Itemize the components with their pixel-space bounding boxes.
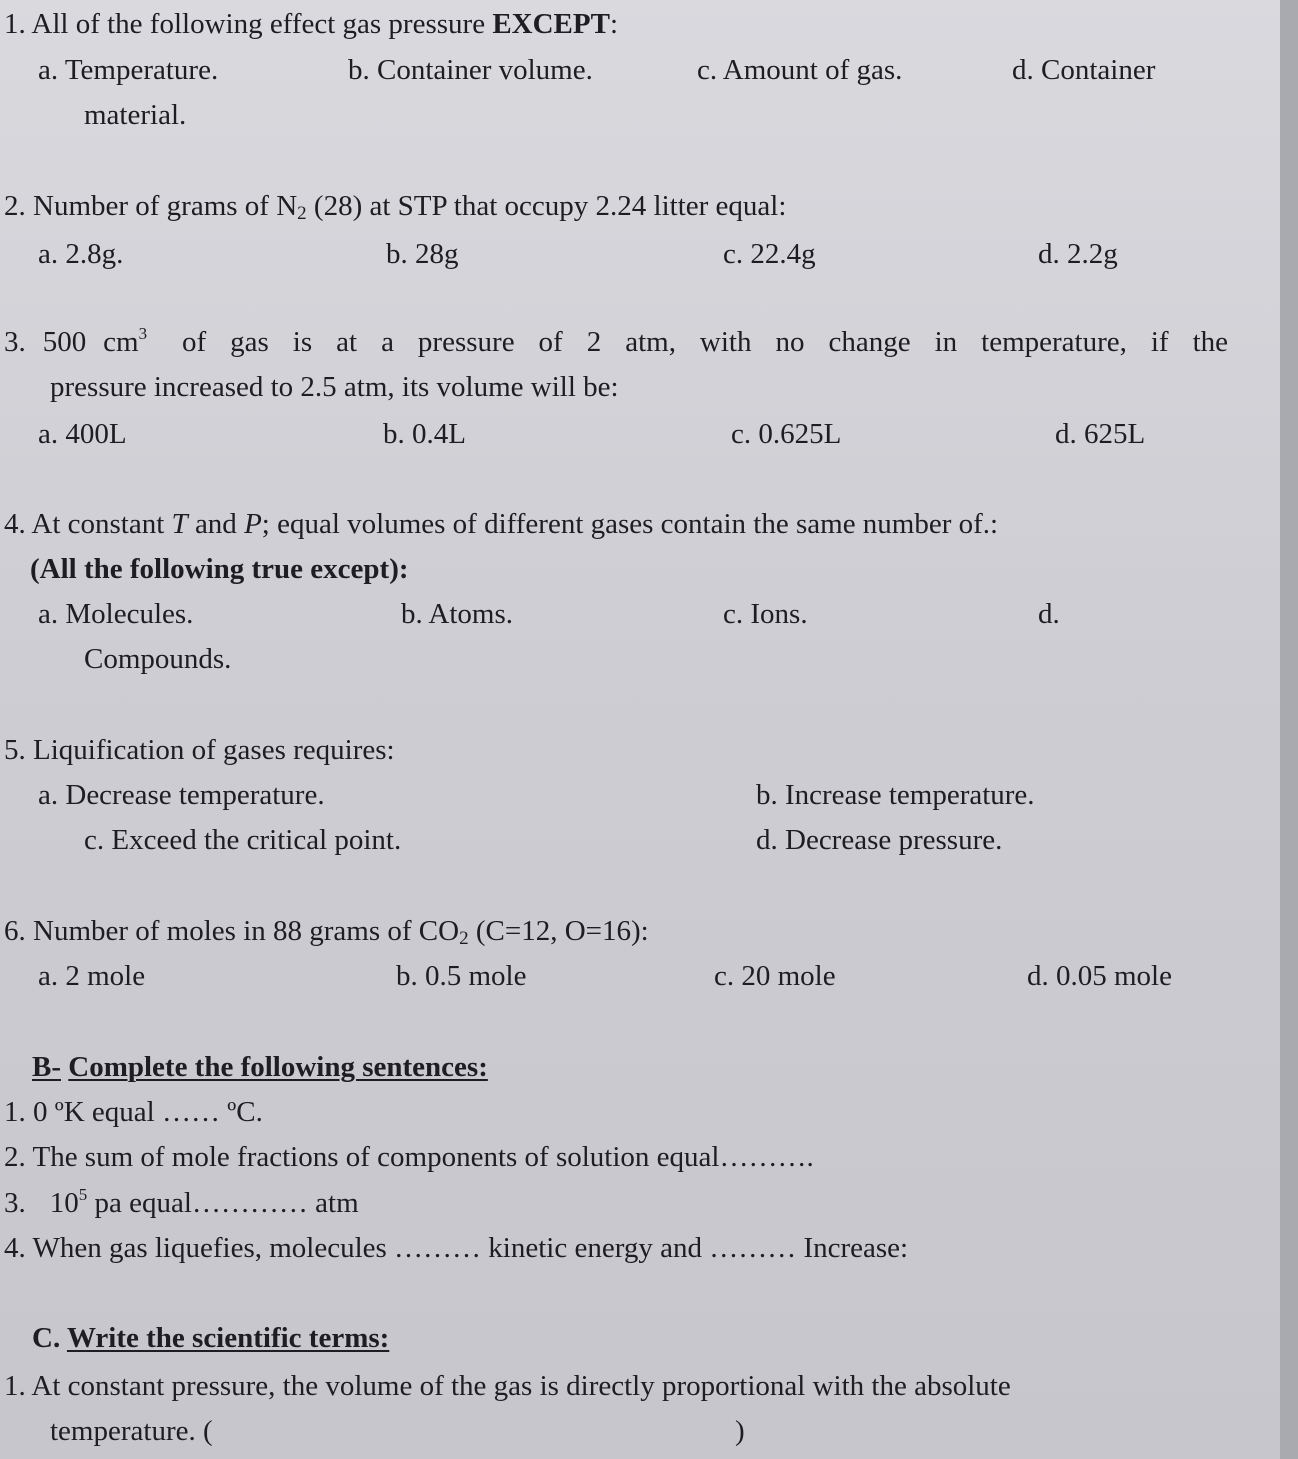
q3-option-a[interactable]: a. 400L [38,418,127,450]
q4-option-c[interactable]: c. Ions. [723,598,808,630]
q2-option-d[interactable]: d. 2.2g [1038,238,1118,270]
q3-stem-line1: 3. 500 $cm^3$ of gas is at a pressure of 2 atm, with no change in temperature, if the [4,324,1228,358]
q6-stem: 6. Number of moles in 88 grams of $CO_2$ (C=12, O=16): [4,915,649,949]
q4-stem: 4. At constant T and P; equal volumes of different gases contain the same number of.: [4,508,999,540]
q5-option-c[interactable]: c. Exceed the critical point. [84,824,402,856]
b-sentence-4: 4. When gas liquefies, molecules ……… kinetic energy and ……… Increase: [4,1232,909,1264]
q1-option-d[interactable]: d. Container [1012,54,1156,86]
q3-stem-line2: pressure increased to 2.5 atm, its volume will be: [50,371,619,403]
c-term-1-line1: 1. At constant pressure, the volume of the gas is directly proportional with the absolute [4,1370,1011,1402]
q1-option-b[interactable]: b. Container volume. [348,54,593,86]
q2-option-b[interactable]: b. 28g [386,238,459,270]
q6-option-c[interactable]: c. 20 mole [714,960,836,992]
q5-stem: 5. Liquification of gases requires: [4,734,395,766]
q6-option-b[interactable]: b. 0.5 mole [396,960,527,992]
q4-option-d[interactable]: d. [1038,598,1060,630]
c-term-1-line2: temperature. ( [50,1415,213,1447]
q3-option-c[interactable]: c. 0.625L [731,418,842,450]
section-c-heading: C. Write the scientific terms: [32,1322,390,1354]
q5-option-b[interactable]: b. Increase temperature. [756,779,1035,811]
q1-option-d-continued: material. [84,99,187,131]
q2-stem: 2. Number of grams of $N_2$ (28) at STP that occupy 2.24 litter equal: [4,190,787,224]
q4-option-d-continued: Compounds. [84,643,232,675]
q5-option-d[interactable]: d. Decrease pressure. [756,824,1003,856]
q4-option-b[interactable]: b. Atoms. [401,598,513,630]
q4-option-a[interactable]: a. Molecules. [38,598,194,630]
q2-option-c[interactable]: c. 22.4g [723,238,816,270]
q1-stem: 1. All of the following effect gas pressure EXCEPT: [4,8,619,40]
q1-option-c[interactable]: c. Amount of gas. [697,54,903,86]
q1-option-a[interactable]: a. Temperature. [38,54,219,86]
b-sentence-1: 1. 0 ºK equal …… ºC. [4,1096,263,1128]
page-edge [1280,0,1298,1459]
q3-option-b[interactable]: b. 0.4L [383,418,466,450]
q6-option-a[interactable]: a. 2 mole [38,960,146,992]
q4-instruction: (All the following true except): [30,553,409,585]
q2-option-a[interactable]: a. 2.8g. [38,238,124,270]
q6-option-d[interactable]: d. 0.05 mole [1027,960,1172,992]
c-term-1-close-paren: ) [735,1415,745,1447]
b-sentence-3: 3. $10^5$ pa equal………… atm [4,1185,359,1219]
q5-option-a[interactable]: a. Decrease temperature. [38,779,325,811]
b-sentence-2: 2. The sum of mole fractions of components of solution equal………. [4,1141,814,1173]
q3-option-d[interactable]: d. 625L [1055,418,1146,450]
section-b-heading: B- Complete the following sentences: [32,1051,488,1083]
